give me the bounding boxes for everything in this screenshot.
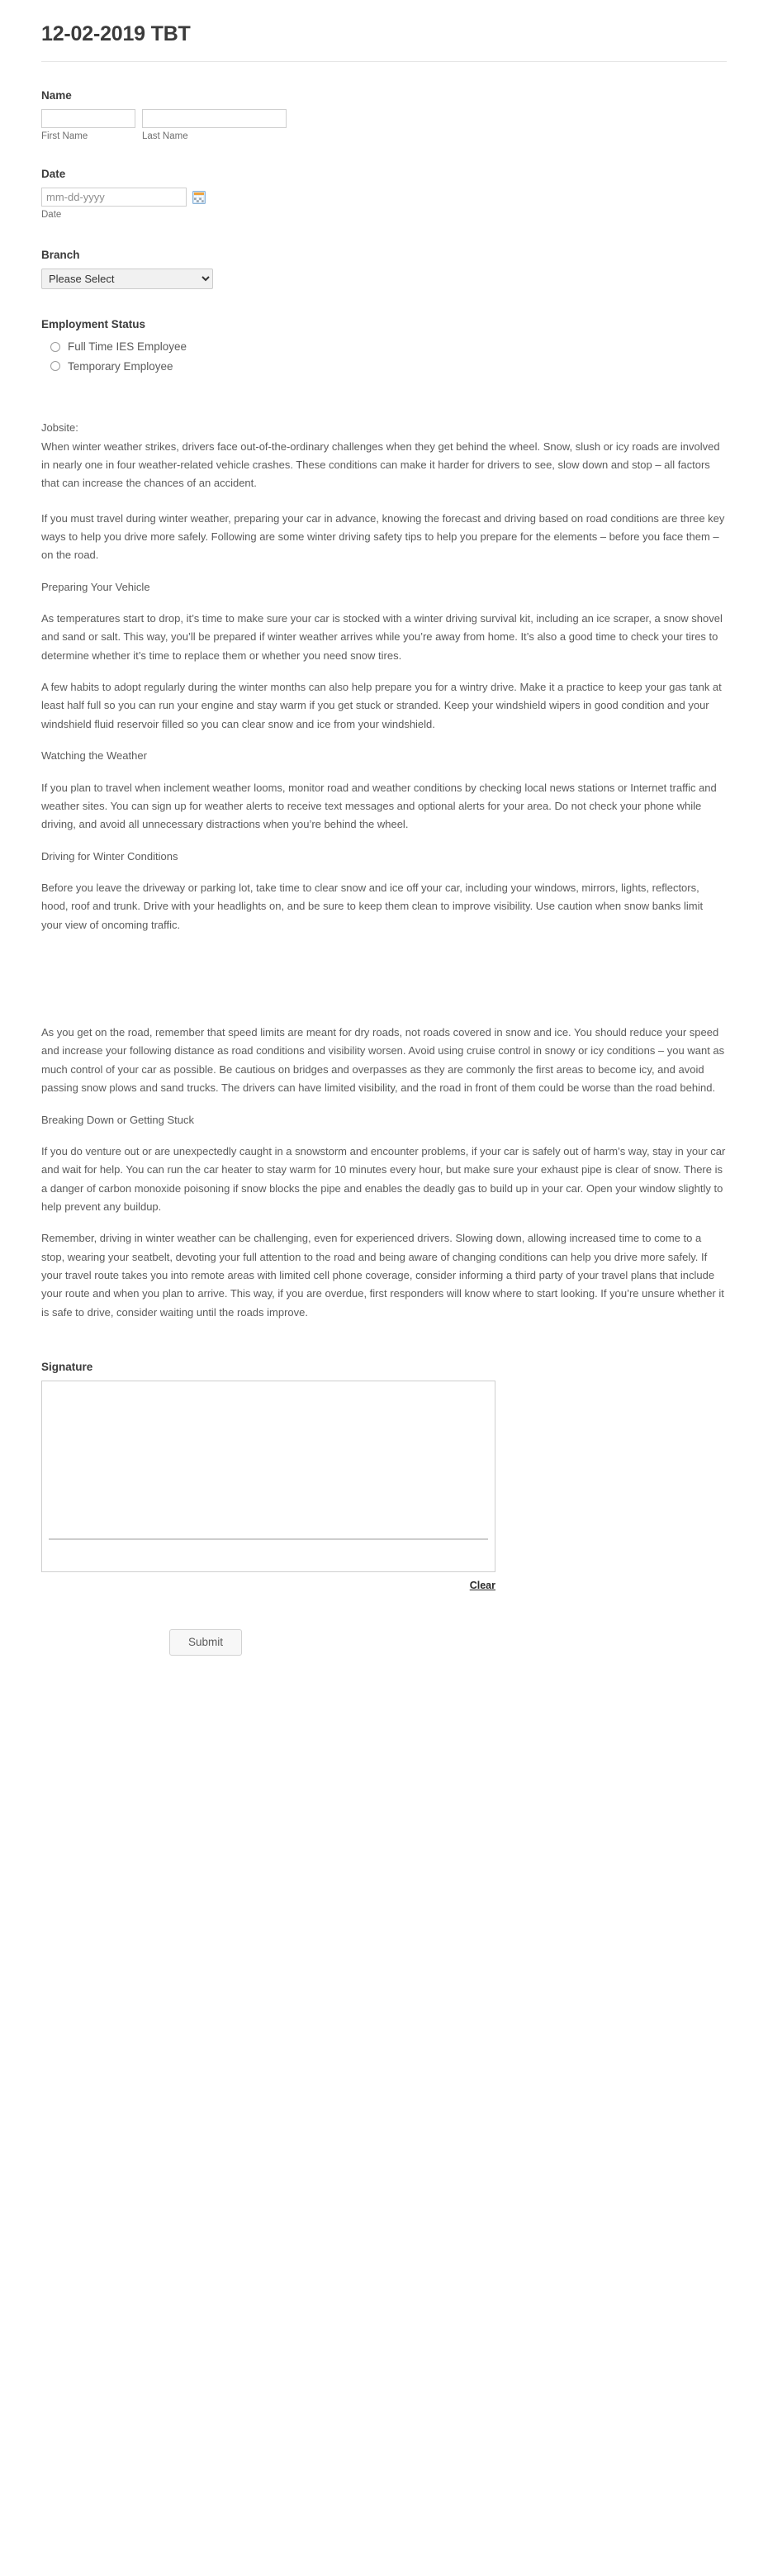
branch-select[interactable] — [41, 269, 213, 289]
calendar-icon[interactable] — [192, 191, 206, 204]
heading-driving-for-winter-conditions: Driving for Winter Conditions — [41, 849, 178, 863]
signature-canvas[interactable] — [41, 1381, 495, 1572]
paragraph-driving-2: As you get on the road, remember that speed limits are meant for dry roads, not roads covered in snow and ice. You should reduce your speed and increase your following distance as road conditions and visibility worsen. Avoid using cruise control in snowy or icy conditions – you want as much control of your car as possible. Be cautious on bridges and overpasses as they are commonly the first areas to become icy, and avoid passing snow plows and sand trucks. The drivers can have limited visibility, and the road in front of them could be worse than the road behind. — [41, 1026, 725, 1095]
page-title: 12-02-2019 TBT — [41, 22, 191, 45]
first-name-sublabel: First Name — [41, 131, 88, 141]
paragraph-vehicle-1: As temperatures start to drop, it’s time to make sure your car is stocked with a winter driving survival kit, including an ice scraper, a snow shovel and sand or salt. This way, you’ll be prepared if winter weather arrives while you’re away from home. It’s also a good time to check your tires to determine whether it’s time to replace them or whether you need snow tires. — [41, 612, 723, 662]
last-name-sublabel: Last Name — [142, 131, 188, 141]
jobsite-line: Jobsite: — [41, 421, 78, 435]
date-label: Date — [41, 168, 66, 181]
date-sublabel: Date — [41, 210, 62, 221]
signature-clear-link[interactable]: Clear — [469, 1579, 495, 1591]
heading-watching-the-weather: Watching the Weather — [41, 749, 147, 763]
date-input-row — [41, 188, 727, 207]
field-signature — [0, 1335, 768, 1593]
field-employment-status — [0, 292, 768, 380]
employment-status-options — [41, 337, 727, 376]
heading-breaking-down-or-getting-stuck: Breaking Down or Getting Stuck — [41, 1113, 194, 1126]
signature-baseline — [49, 1538, 488, 1540]
signature-label: Signature — [41, 1361, 93, 1374]
paragraph-breaking-1: If you do venture out or are unexpectedly caught in a snowstorm and encounter problems, if your car is safely out of harm’s way, stay in your car and wait for help. You can run the car heater to stay warm for 10 minutes every hour, but make sure your exhaust pipe is clear of snow. There is a danger of carbon monoxide poisoning if snow blocks the pipe and enables the deadly gas to build up in your car. Open your window slightly to help prevent any buildup. — [41, 1144, 726, 1213]
submit-button[interactable]: Submit — [169, 1629, 242, 1656]
branch-label: Branch — [41, 248, 80, 261]
field-name — [0, 77, 768, 145]
field-branch — [0, 225, 768, 292]
paragraph-vehicle-2: A few habits to adopt regularly during the winter months can also help prepare you for a wintry drive. Make it a practice to keep your gas tank at least half full so you can run your engine and stay warm if you get stuck or stranded. Keep your windshield wipers in good condition and your windshield fluid reservoir filled so you can clear snow and ice from your windshield. — [41, 681, 722, 730]
paragraph-driving-1: Before you leave the driveway or parking lot, take time to clear snow and ice off your car, including your windows, mirrors, lights, reflectors, hood, roof and trunk. Drive with your headlights on, and be sure to keep them clean to improve visibility. Use caution when snow banks limit your view of oncoming traffic. — [41, 881, 704, 931]
radio-icon[interactable] — [50, 342, 60, 352]
date-input[interactable] — [41, 188, 187, 207]
paragraph-weather: If you plan to travel when inclement weather looms, monitor road and weather conditions by checking local news stations or Internet traffic and weather sites. You can sign up for weather alerts to receive text messages and optional alerts for your area. Do not check your phone while driving, and avoid all unnecessary distractions when you’re behind the wheel. — [41, 781, 717, 831]
paragraph-intro: When winter weather strikes, drivers face out-of-the-ordinary challenges when they get behind the wheel. Snow, slush or icy roads are involved in nearly one in four weather-related vehicle crashes. These conditions can make it harder for drivers to see, slow down and stop – all factors that can increase the chances of an accident. — [41, 440, 720, 490]
radio-label: Full Time IES Employee — [68, 340, 187, 354]
radio-label: Temporary Employee — [68, 359, 173, 373]
signature-clear-row — [41, 1572, 495, 1593]
form-header — [0, 0, 768, 77]
radio-icon[interactable] — [50, 361, 60, 371]
submit-row — [0, 1593, 768, 1689]
first-name-input[interactable] — [41, 109, 135, 128]
first-name-group — [41, 109, 135, 143]
header-divider — [41, 61, 727, 62]
last-name-input[interactable] — [142, 109, 287, 128]
radio-option-full-time[interactable] — [41, 337, 727, 357]
heading-preparing-your-vehicle: Preparing Your Vehicle — [41, 580, 150, 593]
paragraph-intro-2: If you must travel during winter weather, preparing your car in advance, knowing the forecast and driving based on road conditions are three key ways to help you drive more safely. Following are some winter driving safety tips to help you prepare for the elements – before you face them – on the road. — [41, 511, 725, 562]
field-date — [0, 145, 768, 224]
paragraph-breaking-2: Remember, driving in winter weather can be challenging, even for experienced drivers. Slowing down, allowing increased time to come to a stop, wearing your seatbelt, devoting your full attention to the road and being aware of changing conditions can help you drive more safely. If your travel route takes you into remote areas with limited cell phone coverage, consider informing a third party of your travel plans that include your route and when you plan to arrive. This way, if you are overdue, first responders will know where to start looking. If you’re unsure whether it is safe to drive, consider waiting until the roads improve. — [41, 1232, 724, 1319]
radio-option-temporary[interactable] — [41, 357, 727, 377]
name-label: Name — [41, 89, 72, 102]
page-break-gap — [41, 948, 727, 1024]
last-name-group — [142, 109, 287, 143]
body-content — [0, 379, 768, 1322]
employment-status-label: Employment Status — [41, 317, 146, 330]
name-inputs-row — [41, 109, 727, 143]
